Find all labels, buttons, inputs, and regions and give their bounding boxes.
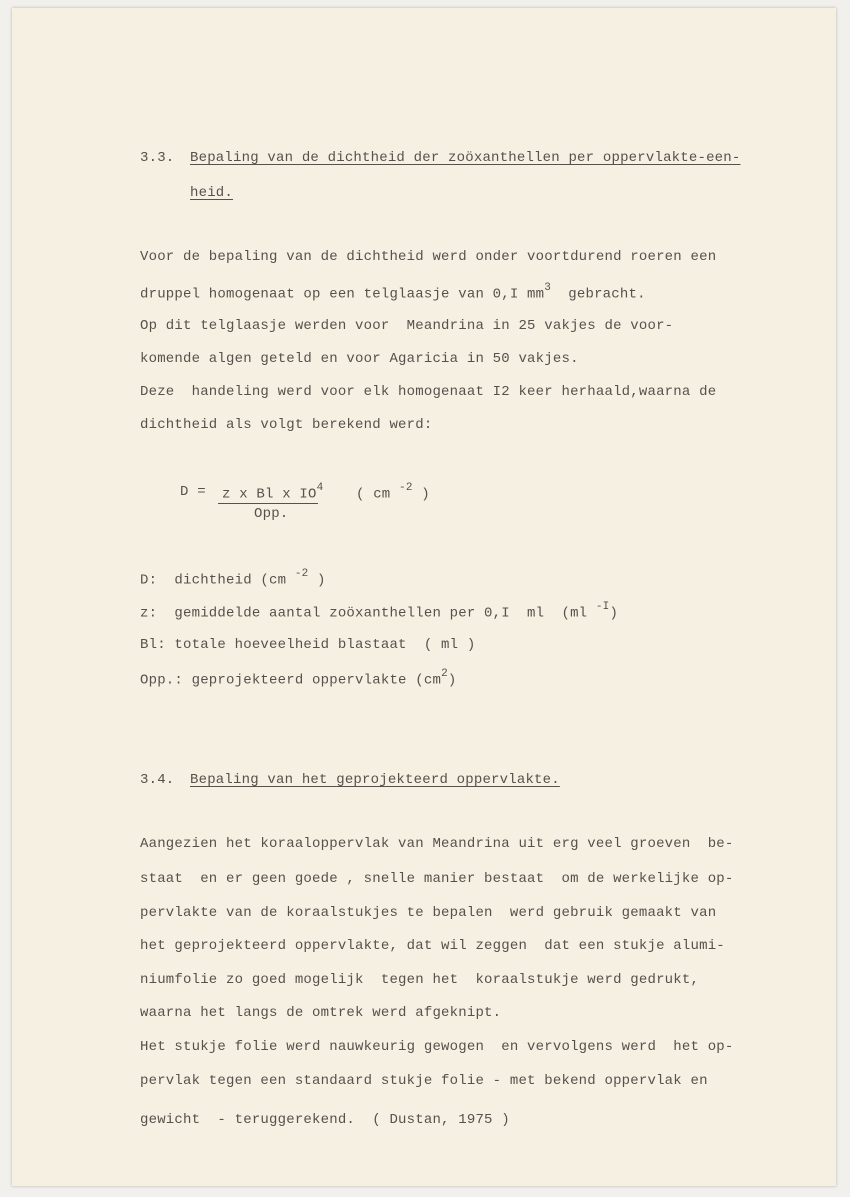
formula-numerator-exponent: 4 <box>316 482 324 494</box>
section-3-3-title-line1: Bepaling van de dichtheid der zoöxanthellen per oppervlakte-een- <box>190 150 741 166</box>
section-3-4-number: 3.4. <box>140 772 175 788</box>
section-3-3-title-line2: heid. <box>190 185 234 201</box>
legend-item <box>140 570 326 589</box>
fraction-bar <box>218 503 318 504</box>
legend-tail: ) <box>447 672 457 689</box>
para1-line: Op dit telglaasje werden voor Meandrina in 25 vakjes de voor- <box>140 318 674 334</box>
para1-line-tail: gebracht. <box>551 286 646 303</box>
formula-unit <box>356 484 430 503</box>
para2-line: pervlak tegen een standaard stukje folie - met bekend oppervlak en <box>140 1073 708 1089</box>
legend-text: Bl: totale hoeveelheid blastaat ( ml ) <box>140 637 476 653</box>
para1-line: Deze handeling werd voor elk homogenaat I2 keer herhaald,waarna de <box>140 384 717 400</box>
para2-line: waarna het langs de omtrek werd afgeknipt. <box>140 1005 502 1021</box>
legend-text: D: dichtheid (cm <box>140 572 295 589</box>
para1-line: Voor de bepaling van de dichtheid werd onder voortdurend roeren een <box>140 249 717 265</box>
section-3-4-title: Bepaling van het geprojekteerd oppervlakte. <box>190 772 560 788</box>
legend-text: Opp.: geprojekteerd oppervlakte (cm <box>140 672 442 689</box>
legend-item <box>140 603 618 622</box>
para2-line: Aangezien het koraaloppervlak van Meandrina uit erg veel groeven be- <box>140 836 734 852</box>
legend-tail: ) <box>308 572 326 589</box>
formula-unit-text: ( cm <box>356 486 391 503</box>
para2-line: Het stukje folie werd nauwkeurig gewogen en vervolgens werd het op- <box>140 1039 734 1055</box>
section-3-3-number: 3.3. <box>140 150 175 166</box>
formula-numerator <box>222 484 323 503</box>
formula-unit-exponent: -2 <box>399 482 413 494</box>
legend-tail: ) <box>609 605 619 622</box>
formula-denominator: Opp. <box>254 506 289 522</box>
formula-unit-close: ) <box>421 486 430 503</box>
legend-item <box>140 637 475 653</box>
para2-line: gewicht - teruggerekend. ( Dustan, 1975 ) <box>140 1112 510 1128</box>
legend-sup: 2 <box>441 668 448 680</box>
legend-text: z: gemiddelde aantal zoöxanthellen per 0,I ml (ml <box>140 605 596 622</box>
para1-line: dichtheid als volgt berekend werd: <box>140 417 433 433</box>
para1-line-text: druppel homogenaat op een telglaasje van 0,I mm <box>140 286 545 303</box>
formula-numerator-text: z x Bl x IO <box>222 486 317 503</box>
legend-sup: -I <box>595 601 610 613</box>
para2-line: pervlakte van de koraalstukjes te bepalen werd gebruik gemaakt van <box>140 905 717 921</box>
para1-line <box>140 284 646 303</box>
para2-line: staat en er geen goede , snelle manier bestaat om de werkelijke op- <box>140 871 734 887</box>
mm3-superscript: 3 <box>544 282 552 294</box>
para1-line: komende algen geteld en voor Agaricia in 50 vakjes. <box>140 351 579 367</box>
legend-item <box>140 670 456 689</box>
formula-lhs: D = <box>180 484 206 500</box>
para2-line: het geprojekteerd oppervlakte, dat wil zeggen dat een stukje alumi- <box>140 938 725 954</box>
legend-sup: -2 <box>294 568 309 580</box>
para2-line: niumfolie zo goed mogelijk tegen het koraalstukje werd gedrukt, <box>140 972 700 988</box>
